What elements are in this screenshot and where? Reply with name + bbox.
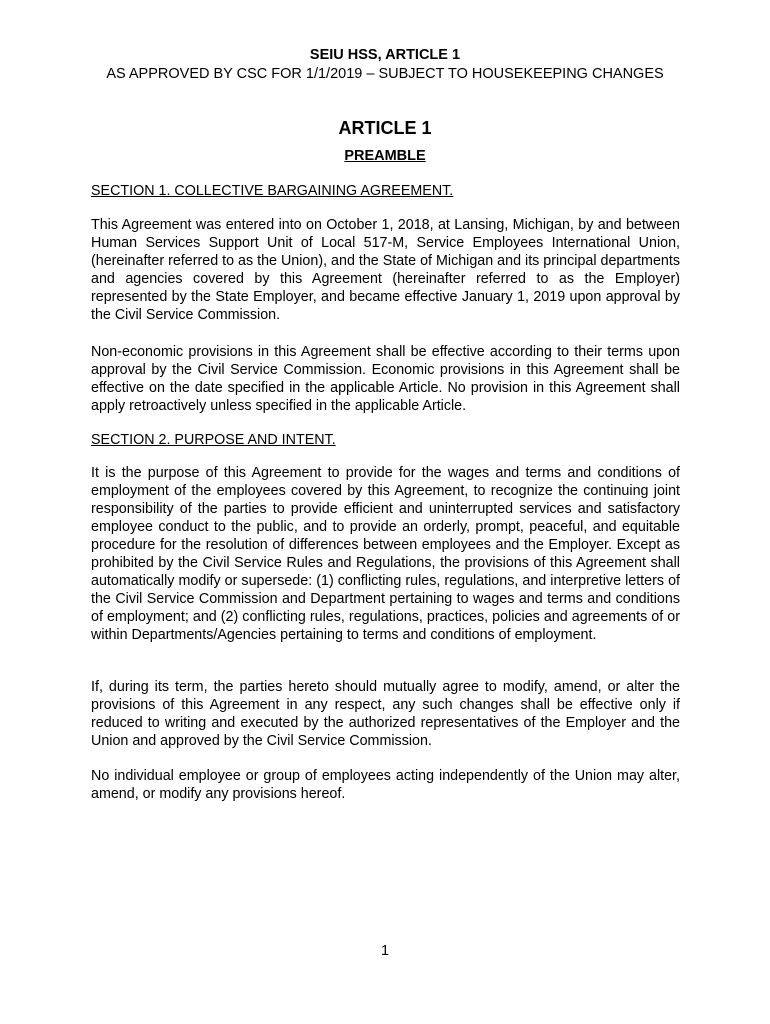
article-subtitle: PREAMBLE [344, 148, 426, 164]
section-2-paragraph-2-block [91, 678, 680, 750]
header-title: SEIU HSS, ARTICLE 1 [309, 47, 461, 63]
section-2-paragraph-1-block [91, 464, 680, 644]
section-2-paragraph-3-block [91, 767, 680, 803]
section-2-heading: SECTION 2. PURPOSE AND INTENT. [91, 432, 336, 448]
section-1-paragraph-1-block [91, 216, 680, 324]
section-1-paragraph-2-block [91, 343, 680, 415]
section-1-paragraph: This Agreement was entered into on October 1, 2018, at Lansing, Michigan, by and between Human Services Support Unit of Local 517-M, Service Employees International Union, (hereinafter referred to as the Union), and the State of Michigan and its principal departments and agencies covered by this Agreement (hereinafter referred to as the Employer) represented by the State Employer, and became effective January 1, 2019 upon approval by the Civil Service Commission. [91, 217, 680, 323]
section-2-heading-block [91, 431, 680, 449]
article-title: ARTICLE 1 [338, 118, 432, 138]
section-2-paragraph: No individual employee or group of employees acting independently of the Union may alter, amend, or modify any provisions hereof. [91, 768, 680, 802]
section-2-paragraph: If, during its term, the parties hereto should mutually agree to modify, amend, or alter the provisions of this Agreement in any respect, any such changes shall be effective only if reduced to writing and executed by the authorized representatives of the Employer and the Union and approved by the Civil Service Commission. [91, 679, 680, 749]
document-header [0, 46, 770, 84]
header-approval-note: AS APPROVED BY CSC FOR 1/1/2019 – SUBJECT TO HOUSEKEEPING CHANGES [106, 66, 664, 82]
section-2-paragraph: It is the purpose of this Agreement to provide for the wages and terms and conditions of employment of the employees covered by this Agreement, to recognize the continuing joint responsibility of the parties to provide efficient and uninterrupted services and satisfactory employee conduct to the public, and to provide an orderly, prompt, peaceful, and equitable procedure for the resolution of differences between employees and the Employer. Except as prohibited by the Civil Service Rules and Regulations, the provisions of this Agreement shall automatically modify or supersede: (1) conflicting rules, regulations, and interpretive letters of the Civil Service Commission and Department pertaining to wages and terms and conditions of employment; and (2) conflicting rules, regulations, practices, policies and agreements of or within Departments/Agencies pertaining to terms and conditions of employment. [91, 465, 680, 643]
section-1-paragraph: Non-economic provisions in this Agreement shall be effective according to their terms upon approval by the Civil Service Commission. Economic provisions in this Agreement shall be effective on the date specified in the applicable Article. No provision in this Agreement shall apply retroactively unless specified in the applicable Article. [91, 344, 680, 414]
section-1-heading: SECTION 1. COLLECTIVE BARGAINING AGREEMENT. [91, 183, 454, 199]
section-1-heading-block [91, 182, 680, 200]
page-number: 1 [380, 943, 390, 959]
